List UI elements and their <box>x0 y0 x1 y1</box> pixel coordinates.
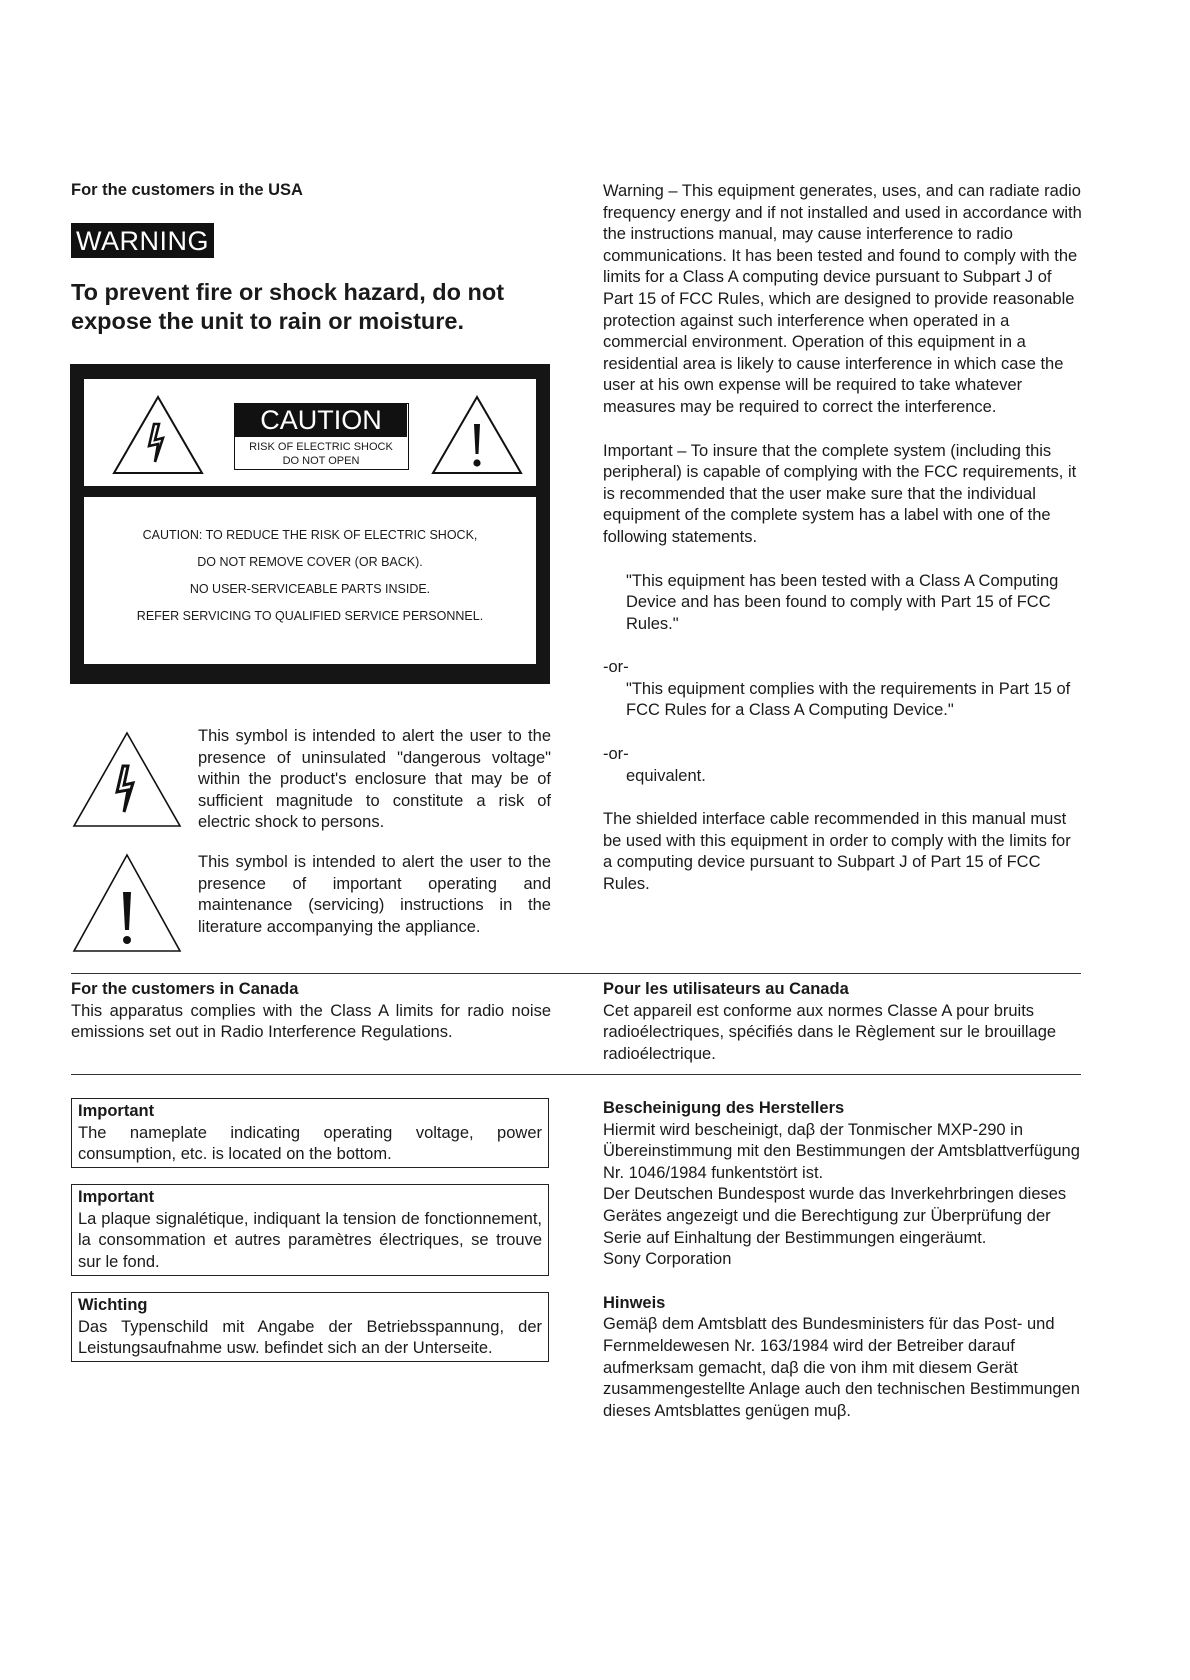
divider <box>71 1074 1081 1075</box>
lightning-triangle-icon <box>111 394 205 476</box>
note-heading: Wichting <box>78 1296 148 1314</box>
fcc-or-2: -or- <box>603 745 629 764</box>
usa-heading: For the customers in the USA <box>71 181 303 199</box>
fcc-shielded-cable-text: The shielded interface cable recommended in this manual must be used with this equipment in order to comply with the limits for a computing device pursuant to Subpart J of Part 15 of FCC Rules. <box>603 810 1071 894</box>
voltage-symbol-text: This symbol is intended to alert the user to the presence of uninsulated "dangerous voltage" within the product's enclosure that may be of sufficient magnitude to constitute a risk of electric shock to persons. <box>198 727 551 832</box>
fcc-warning-text: Warning – This equipment generates, uses, and can radiate radio frequency energy and if not installed and used in accordance with the instructions manual, may cause interference to radio communications. It has been tested and found to comply with the limits for a Class A computing device pursuant to Subpart J of Part 15 of FCC Rules, which are designed to provide reasonable protection against such interference when operated in a commercial environment. Operation of this equipment in a residential area is likely to cause interference in which case the user at his own expense will be required to take whatever measures may be required to correct the interference. <box>603 182 1082 416</box>
caution-message <box>84 497 536 664</box>
caution-subtitle <box>235 440 407 468</box>
company-name: Sony Corporation <box>603 1250 732 1269</box>
fcc-section <box>603 181 1083 896</box>
caution-title: CAUTION <box>235 404 407 437</box>
note-text: La plaque signalétique, indiquant la tension de fonctionnement, la consommation et autres paramètres électriques, se trouve sur le fond. <box>78 1209 542 1271</box>
voltage-symbol-note <box>71 726 551 841</box>
german-bundespost-text: Der Deutschen Bundespost wurde das Inverkehrbringen dieses Gerätes angezeigt und die Berechtigung zur Überprüfung der Serie auf Einhaltung der Bestimmungen eingeräumt. <box>603 1185 1067 1247</box>
note-heading: Important <box>78 1188 155 1206</box>
canada-fr-text: Cet appareil est conforme aux normes Classe A pour bruits radioélectriques, spécifiés dans le Règlement sur le brouillage radioélectrique. <box>603 1001 1057 1063</box>
caution-line: NO USER-SERVICEABLE PARTS INSIDE. <box>189 582 431 596</box>
important-note-fr <box>71 1184 549 1276</box>
canada-section <box>71 979 551 1044</box>
german-certificate-text: Hiermit wird bescheinigt, daβ der Tonmischer MXP-290 in Übereinstimmung mit den Bestimmungen der Amtsblattverfügung Nr. 1046/1984 funkentstört ist. <box>603 1120 1080 1182</box>
fcc-statement-1: "This equipment has been tested with a Class A Computing Device and has been found to comply with Part 15 of FCC Rules." <box>626 571 1059 633</box>
fcc-statement-2: "This equipment complies with the requirements in Part 15 of FCC Rules for a Class A Computing Device." <box>626 679 1071 720</box>
german-heading-certificate: Bescheinigung des Herstellers <box>603 1099 845 1117</box>
instructions-symbol-note <box>71 852 551 967</box>
caution-label-box <box>234 403 409 470</box>
german-heading-notice: Hinweis <box>603 1293 666 1312</box>
caution-subtitle-line: RISK OF ELECTRIC SHOCK <box>249 441 393 453</box>
caution-line: DO NOT REMOVE COVER (OR BACK). <box>197 555 423 569</box>
canada-heading: For the customers in Canada <box>71 980 299 998</box>
caution-subtitle-line: DO NOT OPEN <box>282 455 360 467</box>
fcc-or-1: -or- <box>603 658 629 677</box>
important-note-en <box>71 1098 549 1168</box>
canada-fr-section <box>603 979 1083 1065</box>
hazard-warning: To prevent fire or shock hazard, do not expose the unit to rain or moisture. <box>71 279 505 334</box>
caution-line: CAUTION: TO REDUCE THE RISK OF ELECTRIC SHOCK, <box>142 528 478 542</box>
canada-fr-heading: Pour les utilisateurs au Canada <box>603 980 849 998</box>
exclamation-triangle-icon <box>71 852 183 954</box>
caution-line: REFER SERVICING TO QUALIFIED SERVICE PERSONNEL. <box>136 609 484 623</box>
caution-panel <box>70 364 550 684</box>
canada-text: This apparatus complies with the Class A limits for radio noise emissions set out in Radio Interference Regulations. <box>71 1001 551 1042</box>
note-text: Das Typenschild mit Angabe der Betriebsspannung, der Leistungsaufnahme usw. befindet sich an der Unterseite. <box>78 1317 542 1358</box>
caution-header <box>84 379 536 486</box>
divider <box>71 973 1081 974</box>
lightning-triangle-icon <box>71 730 183 830</box>
fcc-important-text: Important – To insure that the complete system (including this peripheral) is capable of complying with the FCC requirements, it is recommended that the user make sure that the individual equipment of the complete system has a label with one of the following statements. <box>603 441 1077 546</box>
exclamation-triangle-icon <box>430 394 524 476</box>
note-text: The nameplate indicating operating voltage, power consumption, etc. is located on the bottom. <box>78 1123 542 1164</box>
note-heading: Important <box>78 1102 155 1120</box>
instructions-symbol-text: This symbol is intended to alert the user to the presence of important operating and maintenance (servicing) instructions in the literature accompanying the appliance. <box>198 853 551 936</box>
warning-label: WARNING <box>71 223 214 258</box>
german-section <box>603 1098 1083 1422</box>
fcc-equivalent: equivalent. <box>626 766 706 785</box>
german-notice-text: Gemäβ dem Amtsblatt des Bundesministers für das Post- und Fernmeldewesen Nr. 163/1984 wird der Betreiber darauf aufmerksam gemacht, daβ die von ihm mit diesem Gerät zusammengestellte Anlage auch den technischen Bestimmungen dieses Amtsblattes genügen muβ. <box>603 1315 1080 1420</box>
important-note-de <box>71 1292 549 1362</box>
